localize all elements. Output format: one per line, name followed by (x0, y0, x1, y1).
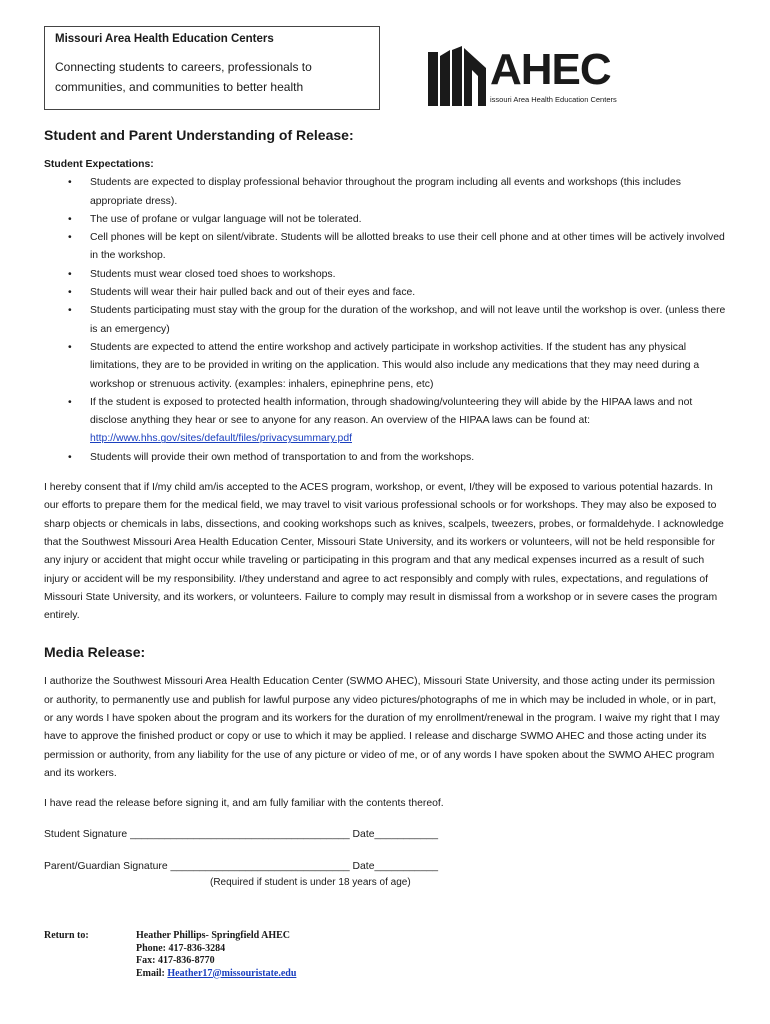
bullet-icon: • (68, 305, 72, 317)
list-item (68, 302, 726, 339)
logo-subtitle: issouri Area Health Education Centers (490, 95, 617, 104)
bullet-icon: • (68, 396, 72, 408)
bullet-icon: • (68, 341, 72, 353)
release-title: Student and Parent Understanding of Release: (44, 127, 354, 143)
contact-phone: Phone: 417-836-3284 (136, 942, 226, 954)
list-item-text: Students must wear closed toed shoes to workshops. (90, 268, 336, 280)
list-item (68, 211, 726, 229)
acknowledgement-text: I have read the release before signing it, and am fully familiar with the contents thereof. (44, 798, 444, 810)
list-item (68, 449, 726, 467)
ahec-logo (428, 42, 638, 112)
bullet-icon: • (68, 232, 72, 244)
expectations-heading: Student Expectations: (44, 159, 154, 170)
parent-signature-line[interactable]: Parent/Guardian Signature _______________________________ Date___________ (44, 860, 439, 872)
contact-fax: Fax: 417-836-8770 (136, 955, 215, 966)
list-item (68, 266, 726, 284)
contact-email-row (136, 968, 296, 981)
m-logo-icon (428, 46, 490, 106)
list-item-text: Students participating must stay with the group for the duration of the workshop, and will not leave until the workshop is over. (unless there is an emergency) (90, 305, 726, 335)
required-note: (Required if student is under 18 years of age) (210, 877, 411, 889)
list-item-text: Students are expected to attend the entire workshop and actively participate in workshop activities. If the student has any physical limitations, they are to be provided in writing on the application. This would also include any medications that they may need during a workshop or strenuous activity. (examples: inhalers, epinephrine pens, etc) (90, 341, 700, 390)
media-release-paragraph: I authorize the Southwest Missouri Area Health Education Center (SWMO AHEC), Missouri State University, and those acting under its permission or authority, to permanently use and publish for lawful purpose any video pictures/photographs of me in which may be included in whole, or in part, or any words I have spoken about the program and its workers for the duration of my enrollment/renewal in the program. I waive my right that I may have to approve the finished product or copy or use to which it may be applied. I release and discharge SWMO AHEC and those acting under its permission or authority, from any liability for the use of any picture or video of me, or of any words I have spoken about the SWMO AHEC program and its workers. (44, 676, 720, 779)
contact-name: Heather Phillips- Springfield AHEC (136, 930, 290, 941)
bullet-icon: • (68, 287, 72, 299)
list-item (68, 394, 726, 449)
email-link[interactable]: Heather17@missouristate.edu (167, 967, 297, 979)
tagline-line-1: Connecting students to careers, professionals to (55, 60, 312, 74)
list-item-text: The use of profane or vulgar language will not be tolerated. (90, 213, 362, 225)
list-item-text: Students will wear their hair pulled back and out of their eyes and face. (90, 287, 416, 299)
org-name: Missouri Area Health Education Centers (55, 33, 274, 45)
hipaa-link[interactable]: http://www.hhs.gov/sites/default/files/privacysummary.pdf (90, 433, 352, 445)
bullet-icon: • (68, 268, 72, 280)
logo-wordmark: AHEC (490, 45, 611, 94)
list-item-text: Students will provide their own method of transportation to and from the workshops. (90, 451, 475, 463)
return-to-label: Return to: (44, 930, 89, 941)
list-item (68, 339, 726, 394)
bullet-icon: • (68, 213, 72, 225)
list-item-text: If the student is exposed to protected health information, through shadowing/volunteering they will abide by the HIPAA laws and not disclose anything they hear or see to anyone for any reason. An overview of the HIPAA laws can be found at: (90, 396, 693, 427)
media-release-title: Media Release: (44, 644, 146, 661)
tagline-line-2: communities, and communities to better health (55, 80, 304, 94)
bullet-icon: • (68, 177, 72, 189)
list-item (68, 229, 726, 266)
document-body (44, 126, 726, 906)
header-box (44, 26, 380, 110)
expectations-list (44, 174, 726, 467)
bullet-icon: • (68, 451, 72, 463)
email-label: Email: (136, 967, 168, 979)
list-item (68, 284, 726, 302)
list-item-text: Cell phones will be kept on silent/vibrate. Students will be allotted breaks to use their cell phone and at other times will be actively involved in the workshop. (90, 232, 725, 262)
return-contact (136, 930, 296, 980)
list-item-text: Students are expected to display professional behavior throughout the program including all events and workshops (this includes appropriate dress). (90, 177, 681, 207)
list-item (68, 174, 726, 211)
student-signature-line[interactable]: Student Signature ______________________________________ Date___________ (44, 828, 439, 840)
consent-paragraph: I hereby consent that if I/my child am/is accepted to the ACES program, workshop, or event, I/they will be exposed to various potential hazards. In our efforts to prepare them for the medical field, we may travel to visit various professional schools or for workshops. They may also be exposed to sharp objects or chemicals in labs, dissections, and cooking workshops such as knives, scalpels, tweezers, probes, or formaldehyde. I acknowledge that the Southwest Missouri Area Health Education Center, Missouri State University, and its workers or volunteers, will not be held responsible for any injury or accident that might occur while traveling or participating in this program and that any medical expenses incurred as a result of such injury or accident will be my responsibility. I/they understand and agree to act responsibly and comply with rules, expectations, and regulations of Missouri State University, and its workers, or volunteers. Failure to comply may result in dismissal from a workshop or in severe cases the program entirely. (44, 482, 724, 622)
